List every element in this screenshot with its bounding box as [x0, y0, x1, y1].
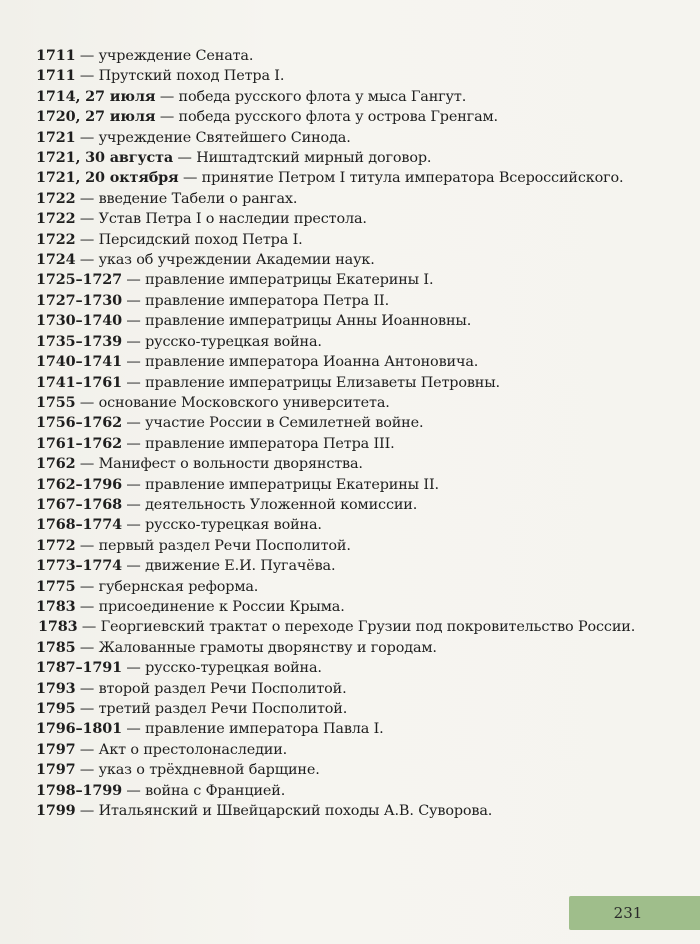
- entry-date: 1724: [36, 251, 76, 269]
- entry-dash: —: [177, 150, 192, 167]
- entry-text: Персидский поход Петра I.: [98, 231, 303, 248]
- entry-date: 1761–1762: [36, 434, 122, 452]
- entry-dash: —: [182, 170, 198, 187]
- entry-text: правление императора Павла I.: [145, 721, 384, 738]
- entry-dash: —: [126, 721, 141, 738]
- entry-text: третий раздел Речи Посполитой.: [98, 701, 348, 717]
- chronology-entry: [36, 311, 646, 331]
- chronology-entry: [36, 760, 646, 780]
- entry-dash: —: [79, 211, 95, 228]
- entry-date: 1735–1739: [36, 332, 122, 350]
- chronology-entry: [36, 230, 646, 250]
- entry-dash: —: [79, 190, 95, 207]
- chronology-entry: [36, 373, 646, 393]
- entry-text: правление императрицы Екатерины I.: [145, 272, 434, 289]
- entry-dash: —: [81, 619, 97, 636]
- chronology-entry: [36, 87, 646, 107]
- entry-dash: —: [126, 660, 141, 677]
- entry-text: учреждение Сената.: [98, 48, 254, 64]
- entry-date: 1797: [36, 740, 76, 758]
- entry-dash: —: [79, 639, 95, 656]
- chronology-entry: [36, 434, 646, 454]
- entry-dash: —: [126, 333, 141, 350]
- entry-date: 1741–1761: [36, 373, 122, 391]
- entry-date: 1772: [36, 536, 76, 554]
- entry-text: правление императрицы Екатерины II.: [145, 476, 439, 493]
- chronology-entry: [36, 515, 646, 535]
- chronology-entry: [36, 209, 646, 229]
- entry-dash: —: [79, 598, 95, 615]
- entry-date: 1721: [36, 128, 76, 146]
- entry-text: Георгиевский трактат о переходе Грузии под покровительство России.: [100, 619, 636, 636]
- chronology-entry: [36, 270, 646, 290]
- entry-text: указ о трёхдневной барщине.: [98, 762, 320, 779]
- entry-text: введение Табели о рангах.: [98, 190, 298, 207]
- entry-text: победа русского флота у мыса Гангут.: [178, 88, 467, 105]
- chronology-entry: [36, 577, 646, 597]
- entry-date: 1793: [36, 679, 76, 697]
- entry-date: 1722: [36, 189, 76, 207]
- entry-text: правление императора Петра III.: [145, 435, 395, 452]
- entry-text: русско-турецкая война.: [145, 333, 322, 350]
- entry-text: Устав Петра I о наследии престола.: [98, 211, 367, 228]
- chronology-entry: [36, 66, 646, 86]
- entry-date: 1795: [36, 700, 76, 717]
- chronology-entry: [36, 495, 646, 515]
- chronology-entry: [36, 617, 640, 637]
- entry-date: 1783: [38, 618, 78, 636]
- entry-dash: —: [79, 252, 95, 269]
- entry-dash: —: [126, 354, 141, 371]
- entry-dash: —: [126, 272, 141, 289]
- entry-text: указ об учреждении Академии наук.: [98, 252, 375, 269]
- entry-dash: —: [79, 537, 95, 554]
- entry-dash: —: [126, 476, 141, 493]
- entry-text: второй раздел Речи Посполитой.: [98, 680, 347, 697]
- entry-date: 1730–1740: [36, 312, 122, 330]
- entry-text: русско-турецкая война.: [145, 660, 322, 677]
- chronology-entry: [36, 781, 646, 801]
- entry-date: 1762–1796: [36, 475, 122, 493]
- entry-text: Ништадтский мирный договор.: [196, 150, 432, 167]
- entry-date: 1762: [36, 455, 76, 473]
- chronology-entry: [36, 250, 646, 270]
- entry-text: принятие Петром I титула императора Всероссийского.: [201, 170, 624, 187]
- chronology-entry: [36, 556, 646, 576]
- entry-text: Акт о престолонаследии.: [98, 741, 288, 758]
- entry-date: 1799: [36, 802, 76, 820]
- entry-text: деятельность Уложенной комиссии.: [145, 496, 418, 513]
- entry-dash: —: [79, 456, 95, 473]
- entry-date: 1721, 30 августа: [36, 149, 174, 167]
- entry-dash: —: [79, 803, 95, 820]
- entry-date: 1721, 20 октября: [36, 169, 179, 187]
- entry-date: 1714, 27 июля: [36, 87, 156, 105]
- chronology-entry: [36, 46, 646, 66]
- entry-date: 1722: [36, 230, 76, 248]
- entry-date: 1768–1774: [36, 516, 122, 534]
- entry-dash: —: [79, 578, 95, 595]
- entry-dash: —: [79, 48, 95, 64]
- chronology-entry: [36, 597, 646, 617]
- entry-text: учреждение Святейшего Синода.: [98, 129, 351, 146]
- entry-text: первый раздел Речи Посполитой.: [98, 537, 351, 554]
- chronology-entry: [36, 475, 646, 495]
- entry-dash: —: [126, 517, 141, 534]
- entry-text: правление императрицы Анны Иоанновны.: [145, 313, 472, 330]
- entry-text: движение Е.И. Пугачёва.: [145, 558, 336, 575]
- entry-text: основание Московского университета.: [98, 394, 390, 411]
- entry-date: 1797: [36, 761, 76, 779]
- entry-dash: —: [126, 496, 141, 513]
- entry-dash: —: [126, 558, 141, 575]
- chronology-entry: [36, 393, 646, 413]
- entry-dash: —: [126, 415, 141, 432]
- chronology-entry: [36, 168, 646, 188]
- chronology-entry: [36, 454, 646, 474]
- entry-dash: —: [159, 88, 175, 105]
- entry-dash: —: [79, 68, 95, 85]
- chronology-entry: [36, 148, 646, 168]
- chronology-list: [36, 46, 646, 821]
- entry-text: губернская реформа.: [98, 578, 259, 595]
- page-number: 231: [613, 904, 643, 922]
- entry-dash: —: [126, 313, 141, 330]
- chronology-entry: [36, 107, 646, 127]
- chronology-entry: [36, 536, 646, 556]
- entry-text: победа русского флота у острова Гренгам.: [178, 109, 498, 126]
- chronology-entry: [36, 699, 646, 719]
- entry-date: 1725–1727: [36, 271, 122, 289]
- entry-text: правление императора Петра II.: [145, 292, 390, 309]
- entry-dash: —: [79, 129, 95, 146]
- entry-dash: —: [126, 782, 141, 799]
- page-number-tab: [569, 896, 700, 930]
- entry-date: 1755: [36, 393, 76, 411]
- entry-date: 1711: [36, 47, 76, 64]
- entry-date: 1720, 27 июля: [36, 108, 156, 126]
- chronology-entry: [36, 352, 646, 372]
- entry-dash: —: [126, 374, 141, 391]
- entry-dash: —: [79, 231, 95, 248]
- chronology-entry: [36, 638, 646, 658]
- entry-date: 1722: [36, 210, 76, 228]
- chronology-entry: [36, 332, 646, 352]
- chronology-entry: [36, 801, 646, 821]
- entry-date: 1727–1730: [36, 291, 122, 309]
- entry-dash: —: [126, 435, 141, 452]
- entry-dash: —: [159, 109, 175, 126]
- entry-dash: —: [79, 762, 95, 779]
- entry-date: 1773–1774: [36, 557, 122, 575]
- entry-date: 1775: [36, 577, 76, 595]
- entry-text: Итальянский и Швейцарский походы А.В. Суворова.: [98, 803, 493, 820]
- entry-date: 1796–1801: [36, 720, 122, 738]
- entry-dash: —: [79, 741, 95, 758]
- entry-text: участие России в Семилетней войне.: [145, 415, 424, 432]
- entry-date: 1783: [36, 597, 76, 615]
- chronology-entry: [36, 658, 646, 678]
- entry-dash: —: [79, 394, 95, 411]
- entry-date: 1787–1791: [36, 659, 122, 677]
- entry-text: Жалованные грамоты дворянству и городам.: [98, 639, 437, 656]
- entry-dash: —: [79, 680, 95, 697]
- entry-date: 1785: [36, 638, 76, 656]
- chronology-entry: [36, 189, 646, 209]
- entry-text: правление императора Иоанна Антоновича.: [145, 354, 479, 371]
- entry-text: Манифест о вольности дворянства.: [98, 456, 363, 473]
- chronology-entry: [36, 413, 646, 433]
- entry-date: 1711: [36, 67, 76, 85]
- entry-text: русско-турецкая война.: [145, 517, 322, 534]
- chronology-entry: [36, 128, 646, 148]
- entry-date: 1798–1799: [36, 781, 122, 799]
- chronology-entry: [36, 291, 646, 311]
- chronology-entry: [36, 740, 646, 760]
- entry-date: 1767–1768: [36, 495, 122, 513]
- chronology-entry: [36, 719, 646, 739]
- entry-text: Прутский поход Петра I.: [98, 68, 285, 85]
- entry-dash: —: [79, 701, 95, 717]
- chronology-entry: [36, 679, 646, 699]
- entry-date: 1756–1762: [36, 414, 122, 432]
- entry-text: правление императрицы Елизаветы Петровны.: [145, 374, 500, 391]
- entry-dash: —: [126, 292, 141, 309]
- entry-text: присоединение к России Крыма.: [98, 598, 345, 615]
- entry-text: война с Францией.: [145, 782, 286, 799]
- entry-date: 1740–1741: [36, 353, 122, 371]
